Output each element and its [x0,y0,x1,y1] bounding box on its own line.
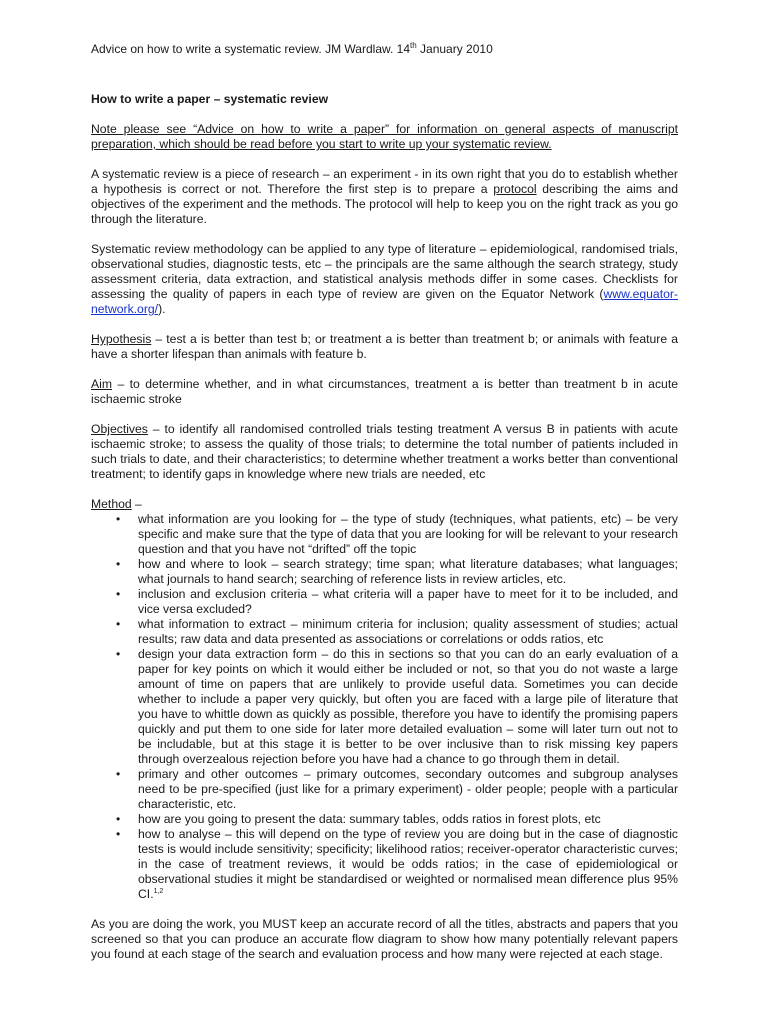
list-item: • design your data extraction form – do this in sections so that you can do an early evaluation of a paper for key points on which it would either be included or not, so that you do not waste a large amount of time on papers that are unlikely to provide useful data. Sometimes you can decide whether to include a paper very quickly, but often you are faced with a large pile of literature that you have to whittle down as quickly as possible, therefore you have to identify the promising papers quickly and put them to one side for later more detailed evaluation – some will later turn out not to be includable, but at this stage it is better to be over inclusive than to risk missing key papers through overzealous rejection before you have had a chance to go through them in detail. [138,647,678,767]
note-paragraph: Note please see “Advice on how to write a paper” for information on general aspects of manuscript preparation, which should be read before you start to write up your systematic review. [91,122,678,151]
intro-paragraph [91,167,678,227]
aim-label: Aim [91,377,112,391]
methodology-paragraph [91,242,678,317]
objectives-label: Objectives [91,422,148,436]
aim-text: – to determine whether, and in what circumstances, treatment a is better than treatment b in acute ischaemic stroke [91,377,678,406]
list-item-text: how to analyse – this will depend on the type of review you are doing but in the case of diagnostic tests is would include sensitivity; specificity; likelihood ratios; receiver-operator characteristic curves; in the case of treatment reviews, it would be odds ratios; in the case of epidemiological or observational studies it might be standardised or weighted or normalised mean difference plus 95% CI. [138,827,678,901]
intro-text-end: describing the aims and objectives of the experiment and the methods. The protocol will help to keep you on the right track as you go through the literature. [91,182,678,226]
running-header [91,42,678,57]
list-item: • what information to extract – minimum criteria for inclusion; quality assessment of studies; actual results; raw data and data presented as associations or correlations or odds ratios, etc [138,617,678,647]
header-date-suffix: January 2010 [416,42,493,56]
protocol-term: protocol [493,182,537,196]
document-title: How to write a paper – systematic review [91,92,329,106]
method-label: Method [91,497,132,511]
closing-paragraph: As you are doing the work, you MUST keep an accurate record of all the titles, abstracts and papers that you screened so that you can produce an accurate flow diagram to show how many potentially relevant papers you found at each stage of the search and evaluation process and how many were rejected at each stage. [91,917,678,961]
header-superscript: th [410,41,417,50]
intro-text: A systematic review is a piece of research – an experiment - in its own right that you do to establish whether a hypothesis is correct or not. Therefore the first step is to prepare a [91,167,678,196]
list-item: • what information are you looking for – the type of study (techniques, what patients, etc) – be very specific and make sure that the type of data that you are looking for will be relevant to your research question and that you have not “drifted” off the topic [138,512,678,557]
hypothesis-text: – test a is better than test b; or treatment a is better than treatment b; or animals with feature a have a shorter lifespan than animals with feature b. [91,332,678,361]
list-item: • primary and other outcomes – primary outcomes, secondary outcomes and subgroup analyses need to be pre-specified (just like for a primary experiment) - older people; people with a particular characteristic, etc. [138,767,678,812]
aim-paragraph [91,377,678,407]
method-heading [91,497,678,512]
method-dash: – [131,497,142,511]
objectives-paragraph [91,422,678,482]
objectives-text: – to identify all randomised controlled trials testing treatment A versus B in patients with acute ischaemic stroke; to assess the quality of those trials; to determine the total number of patients included in such trials to date, and their characteristics; to determine whether treatment a works better than conventional treatment; to identify gaps in knowledge where new trials are needed, etc [91,422,678,481]
methodology-text-end: ). [158,302,166,316]
method-list [91,512,678,902]
header-text: Advice on how to write a systematic review. JM Wardlaw. 14 [91,42,411,56]
hypothesis-label: Hypothesis [91,332,152,346]
list-item: • how and where to look – search strategy; time span; what literature databases; what languages; what journals to hand search; searching of reference lists in review articles, etc. [138,557,678,587]
list-item: • how are you going to present the data: summary tables, odds ratios in forest plots, etc [138,812,678,827]
hypothesis-paragraph [91,332,678,362]
list-item [138,827,678,902]
methodology-text: Systematic review methodology can be applied to any type of literature – epidemiological, randomised trials, observational studies, diagnostic tests, etc – the principals are the same although the search strategy, study assessment criteria, data extraction, and statistical analysis methods differ in some cases. Checklists for assessing the quality of papers in each type of review are given on the Equator Network ( [91,242,678,301]
equator-network-link[interactable]: www.equator-network.org/ [91,287,678,316]
list-item: • inclusion and exclusion criteria – what criteria will a paper have to meet for it to be included, and vice versa excluded? [138,587,678,617]
reference-superscript: 1,2 [153,888,164,895]
